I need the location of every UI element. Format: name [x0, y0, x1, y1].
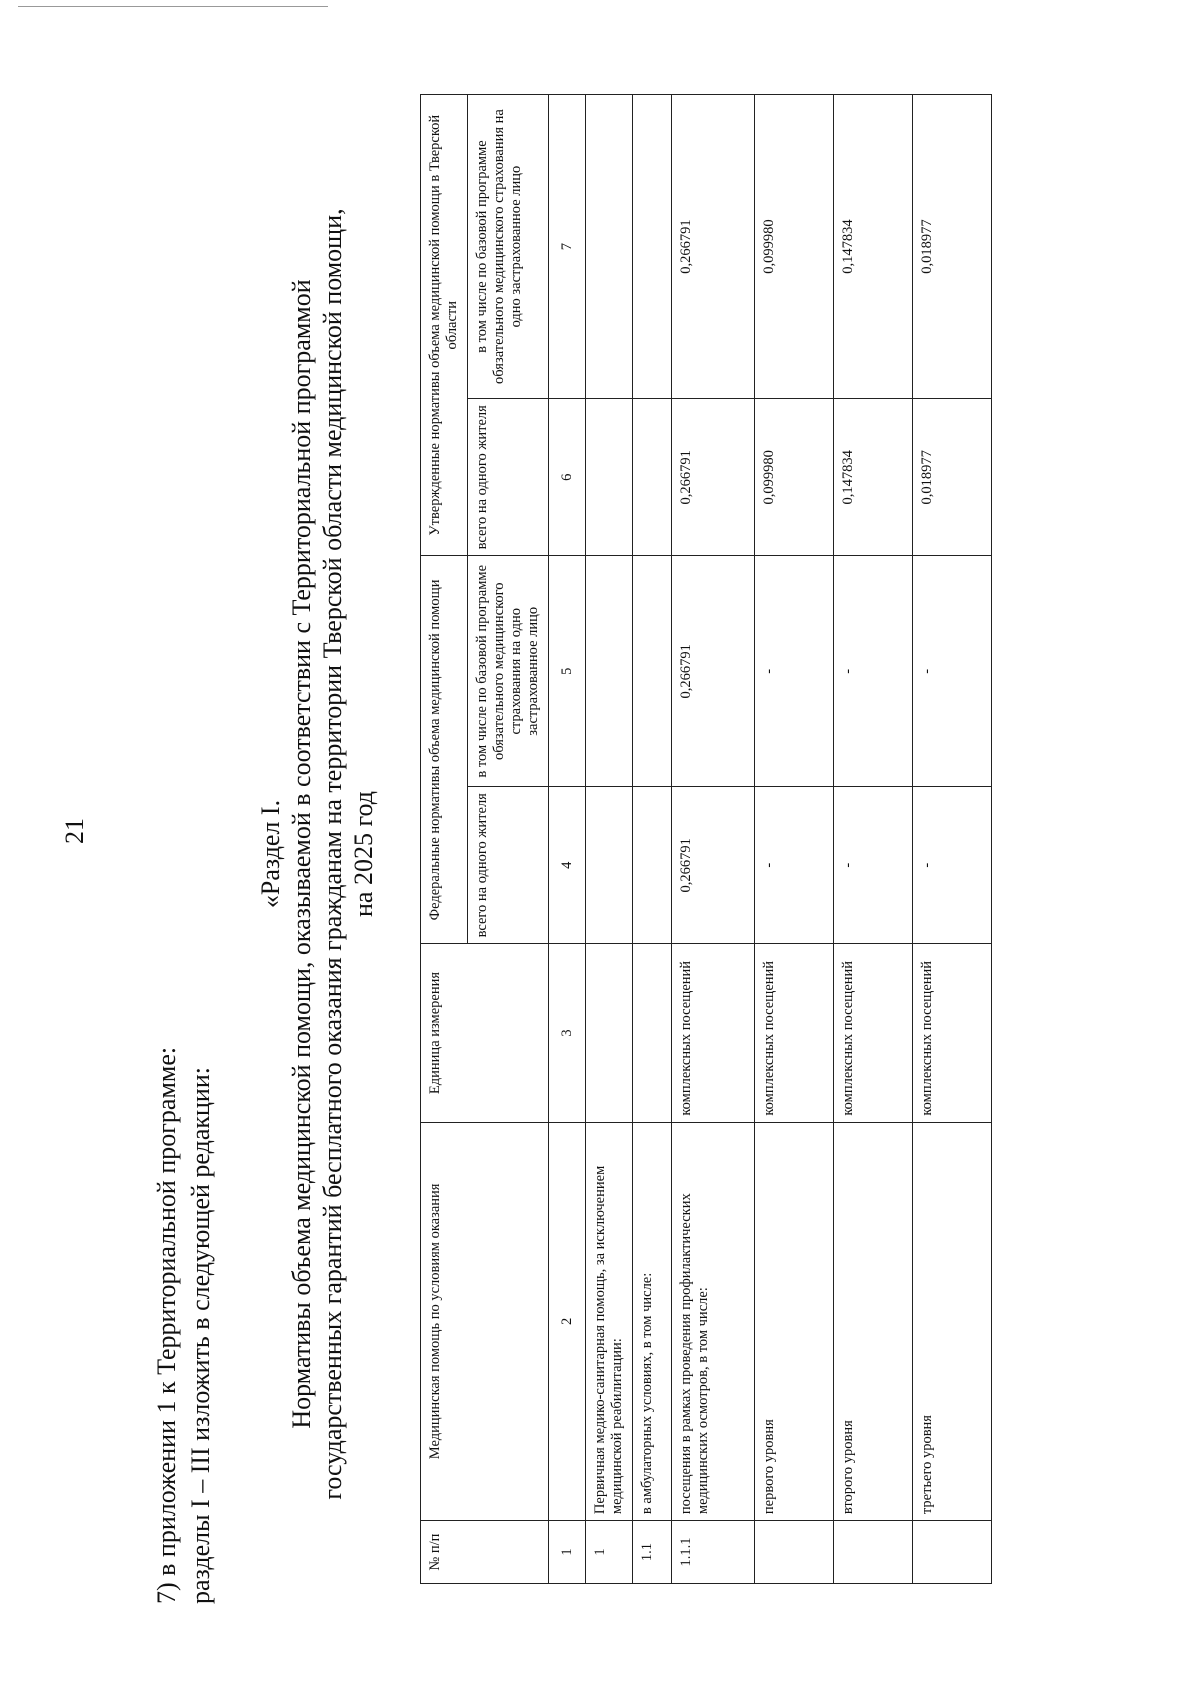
header-federal-total: всего на одного жителя: [468, 787, 549, 944]
row-unit: комплексных посещений: [913, 944, 992, 1122]
column-number: 2: [549, 1122, 586, 1520]
row-fed-oms: [633, 556, 672, 787]
row-fed-total: [633, 787, 672, 944]
row-unit: комплексных посещений: [672, 944, 755, 1122]
row-name: первого уровня: [755, 1122, 834, 1520]
row-fed-total: -: [834, 787, 913, 944]
intro-paragraph: [150, 304, 218, 1604]
column-number: 3: [549, 944, 586, 1122]
table-row: [672, 95, 755, 1584]
column-number: 1: [549, 1521, 586, 1584]
row-appr-oms: 0,147834: [834, 95, 913, 399]
row-unit: комплексных посещений: [834, 944, 913, 1122]
row-appr-oms: 0,266791: [672, 95, 755, 399]
row-unit: [586, 944, 633, 1122]
row-fed-total: -: [755, 787, 834, 944]
section-title-line-2: государственных гарантий бесплатного оказания гражданам на территории Тверской области медицинской помощи,: [318, 208, 347, 1500]
row-fed-oms: -: [755, 556, 834, 787]
row-appr-total: [586, 399, 633, 556]
row-fed-total: 0,266791: [672, 787, 755, 944]
page-number: 21: [60, 818, 89, 844]
norms-table: [420, 94, 992, 1584]
row-fed-oms: [586, 556, 633, 787]
row-name: Первичная медико-санитарная помощь, за исключением медицинской реабилитации:: [586, 1122, 633, 1520]
section-title-line-3: на 2025 год: [349, 791, 378, 917]
column-number: 7: [549, 95, 586, 399]
row-fed-oms: 0,266791: [672, 556, 755, 787]
row-num: 1.1: [633, 1521, 672, 1584]
row-name: второго уровня: [834, 1122, 913, 1520]
section-heading: «Раздел I.: [256, 799, 285, 909]
row-fed-oms: -: [913, 556, 992, 787]
table-row: [913, 95, 992, 1584]
row-appr-total: 0,018977: [913, 399, 992, 556]
column-number: 6: [549, 399, 586, 556]
header-approved-norms: Утвержденные нормативы объема медицинской помощи в Тверской области: [421, 95, 468, 556]
row-fed-total: [586, 787, 633, 944]
row-fed-oms: -: [834, 556, 913, 787]
row-num: [913, 1521, 992, 1584]
header-num: № п/п: [421, 1521, 549, 1584]
table-row: [755, 95, 834, 1584]
table-row: [834, 95, 913, 1584]
row-fed-total: -: [913, 787, 992, 944]
row-num: [834, 1521, 913, 1584]
header-federal-norms: Федеральные нормативы объема медицинской помощи: [421, 556, 468, 944]
table-row: [633, 95, 672, 1584]
section-title-line-1: Нормативы объема медицинской помощи, оказываемой в соответствии с Территориальной программой: [287, 279, 316, 1429]
column-number-row: [549, 95, 586, 1584]
row-appr-oms: 0,099980: [755, 95, 834, 399]
row-num: [755, 1521, 834, 1584]
row-appr-total: 0,099980: [755, 399, 834, 556]
intro-line-2: разделы I – III изложить в следующей редакции:: [186, 1067, 215, 1604]
intro-line-1: 7) в приложении 1 к Территориальной программе:: [152, 1046, 181, 1604]
row-name: в амбулаторных условиях, в том числе:: [633, 1122, 672, 1520]
header-federal-oms: в том числе по базовой программе обязательного медицинского страхования на одно застрахованное лицо: [468, 556, 549, 787]
row-name: посещения в рамках проведения профилактических медицинских осмотров, в том числе:: [672, 1122, 755, 1520]
row-num: 1.1.1: [672, 1521, 755, 1584]
row-appr-total: 0,147834: [834, 399, 913, 556]
row-unit: комплексных посещений: [755, 944, 834, 1122]
section-title: [255, 104, 379, 1604]
row-unit: [633, 944, 672, 1122]
header-approved-oms: в том числе по базовой программе обязательного медицинского страхования на одно застрахованное лицо: [468, 95, 549, 399]
header-approved-total: всего на одного жителя: [468, 399, 549, 556]
header-care-type: Медицинская помощь по условиям оказания: [421, 1122, 549, 1520]
row-appr-oms: [633, 95, 672, 399]
row-appr-oms: [586, 95, 633, 399]
column-number: 5: [549, 556, 586, 787]
column-number: 4: [549, 787, 586, 944]
row-name: третьего уровня: [913, 1122, 992, 1520]
table-row: [586, 95, 633, 1584]
row-num: 1: [586, 1521, 633, 1584]
row-appr-oms: 0,018977: [913, 95, 992, 399]
header-unit: Единица измерения: [421, 944, 549, 1122]
row-appr-total: [633, 399, 672, 556]
row-appr-total: 0,266791: [672, 399, 755, 556]
